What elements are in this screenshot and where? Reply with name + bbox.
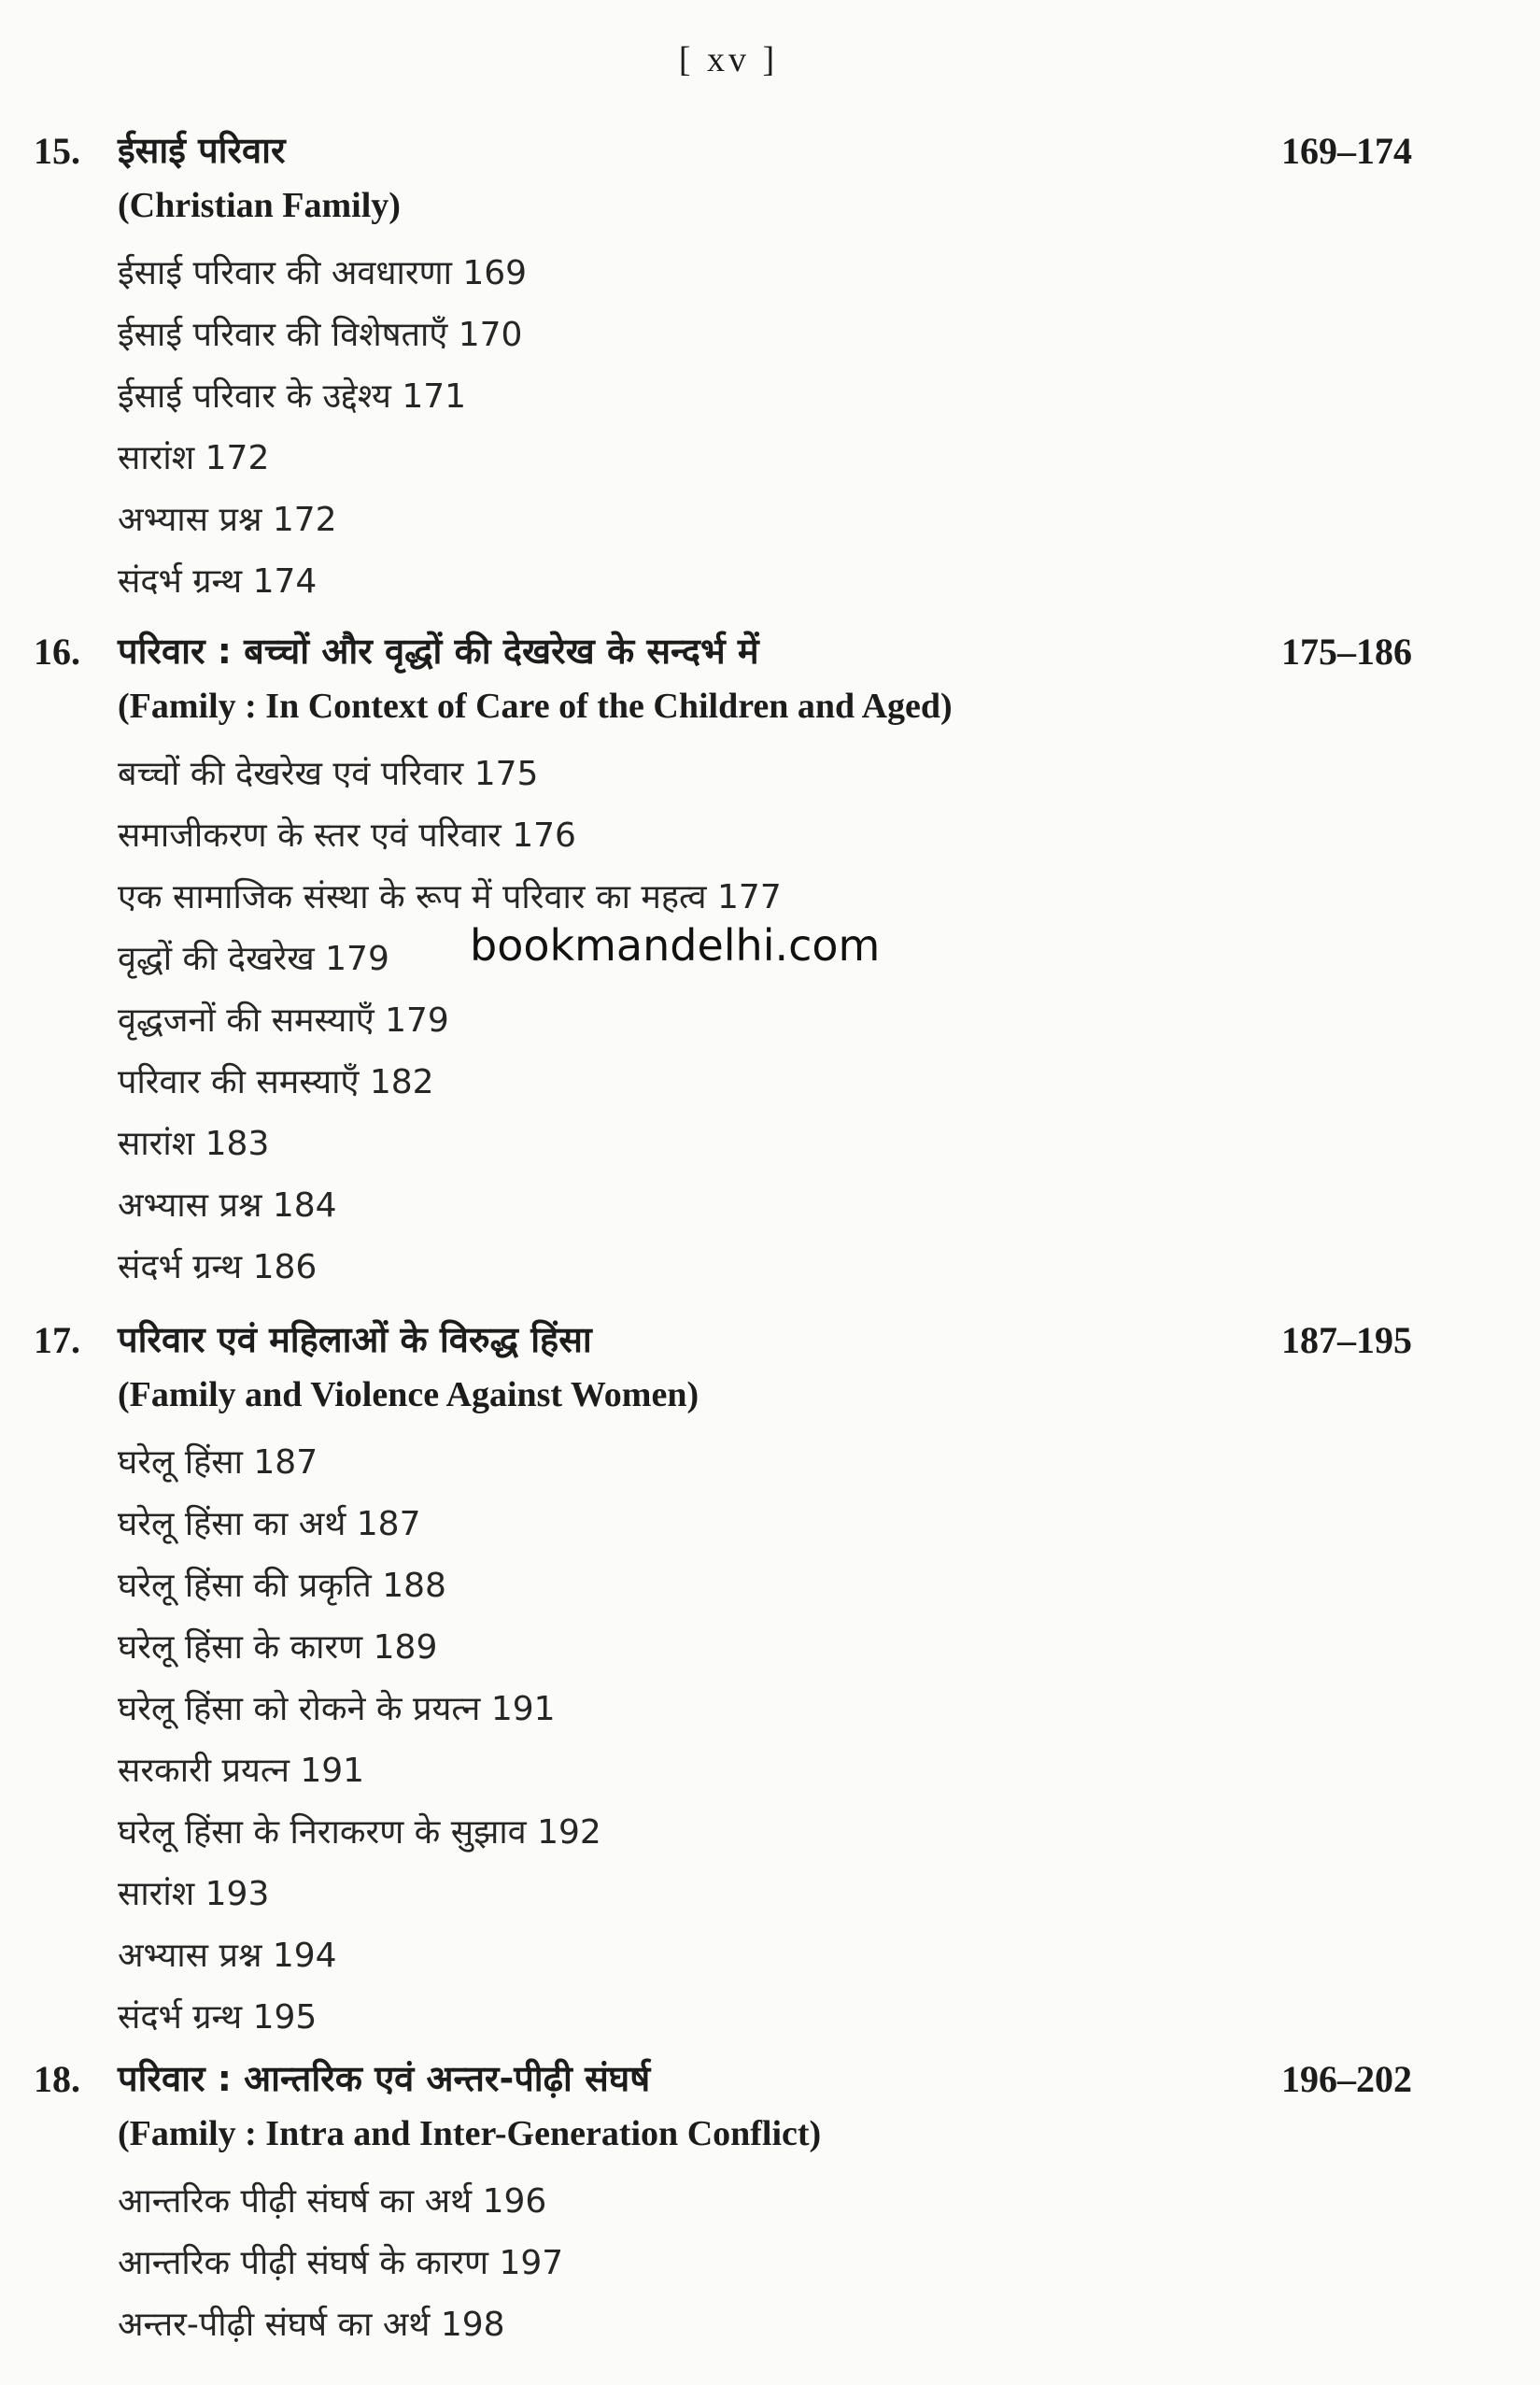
chapter-title: परिवार एवं महिलाओं के विरुद्ध हिंसा <box>118 1319 592 1360</box>
toc-entry: बच्चों की देखरेख एवं परिवार 175 <box>118 755 539 793</box>
toc-entry: सरकारी प्रयत्न 191 <box>118 1752 365 1790</box>
toc-entry: परिवार की समस्याएँ 182 <box>118 1063 434 1101</box>
toc-entry: अभ्यास प्रश्न 184 <box>118 1186 337 1225</box>
toc-entry: घरेलू हिंसा के कारण 189 <box>118 1628 438 1667</box>
toc-entry: समाजीकरण के स्तर एवं परिवार 176 <box>118 816 576 855</box>
chapter-title-english: (Family : Intra and Inter-Generation Conflict) <box>118 2114 822 2153</box>
toc-entry: घरेलू हिंसा को रोकने के प्रयत्न 191 <box>118 1690 556 1728</box>
toc-entry: सारांश 172 <box>118 439 270 477</box>
chapter-title-english: (Family and Violence Against Women) <box>118 1375 699 1414</box>
chapter-page-range: 175–186 <box>1281 631 1412 673</box>
chapter-entries <box>118 744 782 1299</box>
toc-entry: अन्तर-पीढ़ी संघर्ष का अर्थ 198 <box>118 2306 505 2344</box>
toc-entry: घरेलू हिंसा 187 <box>118 1443 318 1482</box>
chapter-page-range: 187–195 <box>1281 1319 1412 1361</box>
toc-entry: एक सामाजिक संस्था के रूप में परिवार का महत्व 177 <box>118 878 782 916</box>
chapter-title: ईसाई परिवार <box>118 130 286 171</box>
toc-entry: आन्तरिक पीढ़ी संघर्ष का अर्थ 196 <box>118 2182 547 2221</box>
toc-entry: घरेलू हिंसा के निराकरण के सुझाव 192 <box>118 1813 601 1852</box>
chapter-title: परिवार : आन्तरिक एवं अन्तर-पीढ़ी संघर्ष <box>118 2058 651 2099</box>
toc-entry: संदर्भ ग्रन्थ 186 <box>118 1248 318 1286</box>
toc-entry: ईसाई परिवार की अवधारणा 169 <box>118 254 528 292</box>
toc-entry: संदर्भ ग्रन्थ 195 <box>118 1998 318 2037</box>
chapter-entries <box>118 1432 601 2049</box>
chapter-number: 18. <box>34 2058 80 2100</box>
page-number: [ xv ] <box>678 40 779 79</box>
toc-entry: सारांश 193 <box>118 1875 270 1913</box>
chapter-entries <box>118 243 527 613</box>
chapter-title-english: (Family : In Context of Care of the Children and Aged) <box>118 687 953 726</box>
toc-entry: सारांश 183 <box>118 1125 270 1163</box>
toc-entry: वृद्धों की देखरेख 179 <box>118 940 389 978</box>
chapter-title: परिवार : बच्चों और वृद्धों की देखरेख के सन्दर्भ में <box>118 631 759 672</box>
toc-entry: आन्तरिक पीढ़ी संघर्ष के कारण 197 <box>118 2244 564 2282</box>
toc-entry: संदर्भ ग्रन्थ 174 <box>118 562 318 601</box>
toc-entry: ईसाई परिवार के उद्देश्य 171 <box>118 377 467 416</box>
toc-entry: घरेलू हिंसा की प्रकृति 188 <box>118 1567 446 1605</box>
chapter-number: 17. <box>34 1319 80 1361</box>
chapter-title-english: (Christian Family) <box>118 186 401 225</box>
chapter-page-range: 196–202 <box>1281 2058 1412 2100</box>
chapter-number: 16. <box>34 631 80 673</box>
chapter-page-range: 169–174 <box>1281 130 1412 172</box>
toc-entry: घरेलू हिंसा का अर्थ 187 <box>118 1505 421 1543</box>
chapter-entries <box>118 2171 563 2356</box>
toc-entry: अभ्यास प्रश्न 194 <box>118 1937 337 1975</box>
toc-entry: ईसाई परिवार की विशेषताएँ 170 <box>118 316 523 354</box>
toc-entry: वृद्धजनों की समस्याएँ 179 <box>118 1001 449 1040</box>
chapter-number: 15. <box>34 130 80 172</box>
watermark: bookmandelhi.com <box>470 920 881 971</box>
toc-entry: अभ्यास प्रश्न 172 <box>118 501 337 539</box>
